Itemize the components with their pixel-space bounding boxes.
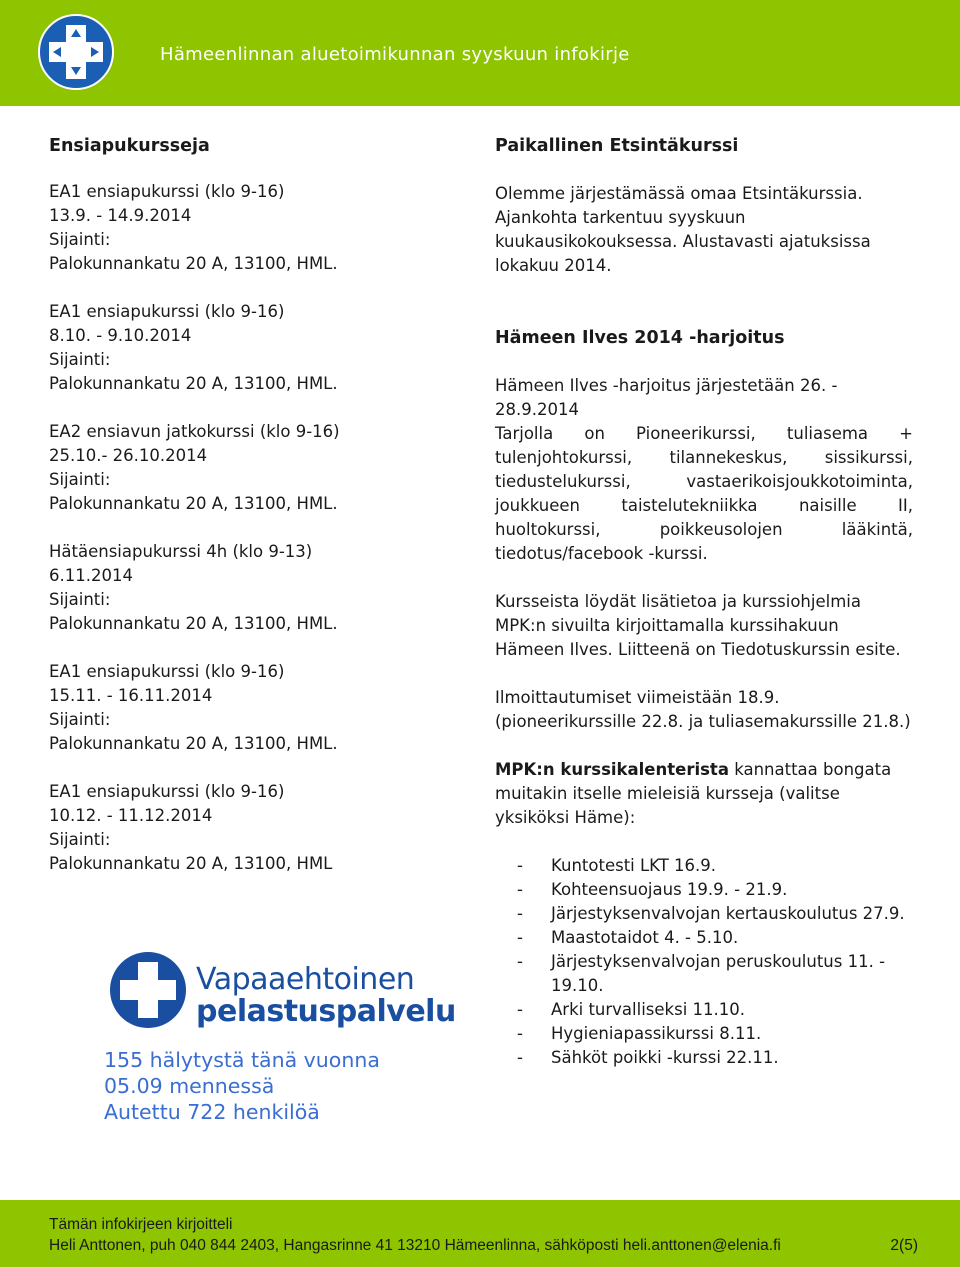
course-item xyxy=(49,420,469,516)
course-address: Palokunnankatu 20 A, 13100, HML. xyxy=(49,734,338,753)
course-address: Palokunnankatu 20 A, 13100, HML. xyxy=(49,614,338,633)
list-item: - Järjestyksenvalvojan peruskoulutus 11. - 19.10. xyxy=(495,950,913,998)
course-location-label: Sijainti: xyxy=(49,590,111,609)
course-name: EA1 ensiapukurssi (klo 9-16) xyxy=(49,302,285,321)
course-date: 10.12. - 11.12.2014 xyxy=(49,806,213,825)
course-address: Palokunnankatu 20 A, 13100, HML xyxy=(49,854,333,873)
right-column xyxy=(495,134,913,1070)
promo-stat: 155 hälytystä tänä vuonna xyxy=(104,1048,380,1072)
course-date: 8.10. - 9.10.2014 xyxy=(49,326,192,345)
course-date: 13.9. - 14.9.2014 xyxy=(49,206,192,225)
course-item xyxy=(49,540,469,636)
mpk-calendar-note xyxy=(495,758,913,830)
course-location-label: Sijainti: xyxy=(49,830,111,849)
list-item: - Järjestyksenvalvojan kertauskoulutus 27.9. xyxy=(495,902,913,926)
mpk-calendar-text: kannattaa bongata muitakin itselle mieleisiä kursseja (valitse yksiköksi Häme): xyxy=(495,760,892,827)
list-item: - Arki turvalliseksi 11.10. xyxy=(495,998,913,1022)
ilves-registration: Ilmoittautumiset viimeistään 18.9. (pioneerikurssille 22.8. ja tuliasemakurssille 21.8.) xyxy=(495,688,911,731)
footer-bar xyxy=(0,1200,960,1267)
promo-stat: Autettu 722 henkilöä xyxy=(104,1100,320,1124)
footer-contact: Heli Anttonen, puh 040 844 2403, Hangasrinne 41 13210 Hämeenlinna, sähköposti heli.anttonen@elenia.fi xyxy=(49,1237,781,1254)
promo-brand-line2: pelastuspalvelu xyxy=(196,994,456,1029)
list-item: - Hygieniapassikurssi 8.11. xyxy=(495,1022,913,1046)
promo-stat: 05.09 mennessä xyxy=(104,1074,275,1098)
ilves-offer: Tarjolla on Pioneerikurssi, tuliasema + tulenjohtokurssi, tilannekeskus, sissikurssi, tiedustelukurssi, vastaerikoisjoukkotoiminta, joukkueen taistelutekniikka naisille II, huoltokurssi, poikkeusolojen lääkintä, tiedotus/facebook -kurssi. xyxy=(495,424,913,563)
list-item: - Kuntotesti LKT 16.9. xyxy=(495,854,913,878)
course-address: Palokunnankatu 20 A, 13100, HML. xyxy=(49,374,338,393)
course-name: EA2 ensiavun jatkokurssi (klo 9-16) xyxy=(49,422,340,441)
course-item xyxy=(49,660,469,756)
ilves-more-info: Kursseista löydät lisätietoa ja kurssiohjelmia MPK:n sivuilta kirjoittamalla kurssihakuun Hämeen Ilves. Liitteenä on Tiedotuskurssin esite. xyxy=(495,592,901,659)
ilves-intro: Hämeen Ilves -harjoitus järjestetään 26. - 28.9.2014 xyxy=(495,376,838,419)
header-bar xyxy=(0,0,960,106)
etsinta-body: Olemme järjestämässä omaa Etsintäkurssia. Ajankohta tarkentuu syyskuun kuukausikokouksessa. Alustavasti ajatuksissa lokakuu 2014. xyxy=(495,184,871,275)
list-item: - Maastotaidot 4. - 5.10. xyxy=(495,926,913,950)
course-item xyxy=(49,300,469,396)
course-location-label: Sijainti: xyxy=(49,350,111,369)
vapepa-promo xyxy=(104,948,456,1188)
newsletter-title: Hämeenlinnan aluetoimikunnan syyskuun infokirje xyxy=(160,44,630,65)
etsinta-title: Paikallinen Etsintäkurssi xyxy=(495,136,739,156)
section-title: Ensiapukursseja xyxy=(49,136,210,156)
mpk-calendar-link: MPK:n kurssikalenterista xyxy=(495,760,729,779)
list-item: - Kohteensuojaus 19.9. - 21.9. xyxy=(495,878,913,902)
course-location-label: Sijainti: xyxy=(49,470,111,489)
course-item xyxy=(49,780,469,876)
course-name: EA1 ensiapukurssi (klo 9-16) xyxy=(49,662,285,681)
ilves-title: Hämeen Ilves 2014 -harjoitus xyxy=(495,328,785,348)
page-number: 2(5) xyxy=(890,1237,918,1254)
course-date: 25.10.- 26.10.2014 xyxy=(49,446,208,465)
course-address: Palokunnankatu 20 A, 13100, HML. xyxy=(49,254,338,273)
blue-cross-logo-icon xyxy=(37,13,115,91)
course-name: EA1 ensiapukurssi (klo 9-16) xyxy=(49,782,285,801)
course-address: Palokunnankatu 20 A, 13100, HML. xyxy=(49,494,338,513)
first-aid-courses-column xyxy=(49,134,469,876)
course-date: 15.11. - 16.11.2014 xyxy=(49,686,213,705)
course-name: Hätäensiapukurssi 4h (klo 9-13) xyxy=(49,542,313,561)
course-name: EA1 ensiapukurssi (klo 9-16) xyxy=(49,182,285,201)
list-item: - Sähköt poikki -kurssi 22.11. xyxy=(495,1046,913,1070)
course-item xyxy=(49,180,469,276)
course-location-label: Sijainti: xyxy=(49,710,111,729)
footer-label: Tämän infokirjeen kirjoitteli xyxy=(49,1216,233,1233)
promo-brand-line1: Vapaaehtoinen xyxy=(196,962,415,997)
course-date: 6.11.2014 xyxy=(49,566,133,585)
mpk-course-list xyxy=(495,854,913,1070)
course-location-label: Sijainti: xyxy=(49,230,111,249)
vapepa-cross-logo-icon xyxy=(108,950,188,1030)
